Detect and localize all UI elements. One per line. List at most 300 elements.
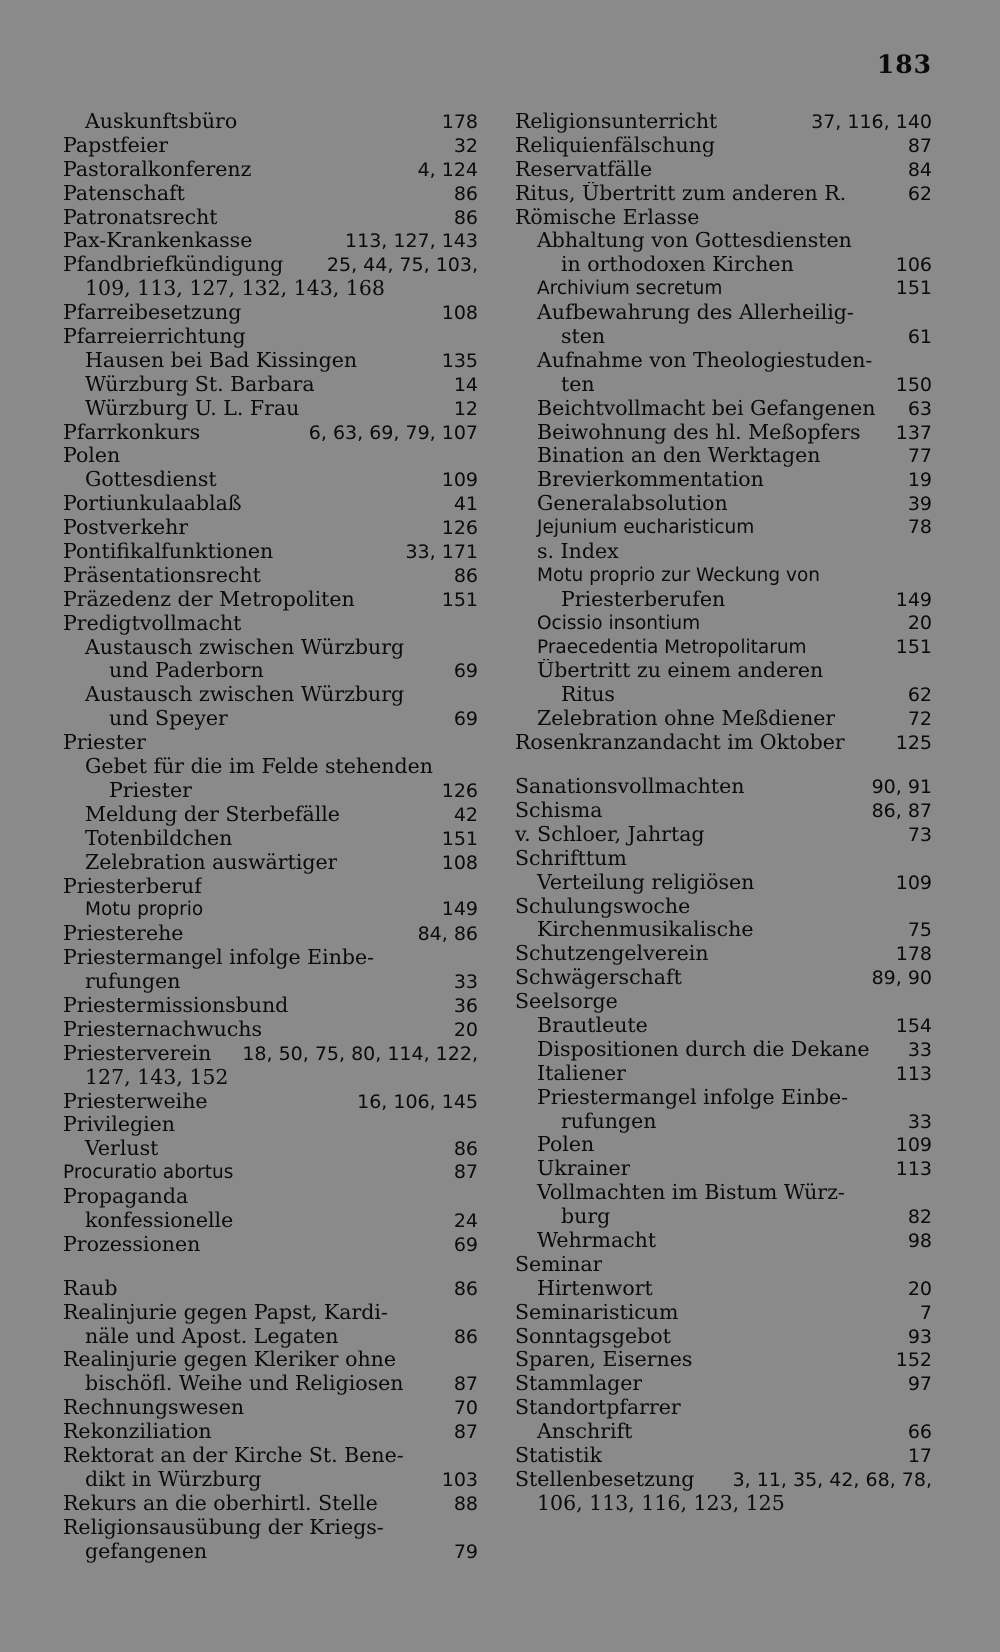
index-entry <box>63 1066 478 1090</box>
index-entry-pages: 33 <box>453 971 478 994</box>
index-entry <box>63 683 478 707</box>
index-entry-pages: 137 <box>895 421 932 444</box>
index-entry-term: Realinjurie gegen Papst, Kardi- <box>63 1300 388 1324</box>
index-entry <box>63 1540 478 1564</box>
index-entry-pages: 66 <box>907 1421 932 1444</box>
index-entry-term: Rektorat an der Kirche St. Bene- <box>63 1443 404 1467</box>
index-entry-term: Priesterberuf <box>63 874 202 898</box>
index-entry-term: Priesterberufen <box>561 587 726 611</box>
index-entry <box>63 827 478 851</box>
index-entry <box>515 775 932 799</box>
index-entry-term: Archivium secretum <box>537 278 723 300</box>
index-entry-pages: 61 <box>907 326 932 349</box>
index-entry-term: Brevierkommentation <box>537 468 764 492</box>
index-entry-term: Präzedenz der Metropoliten <box>63 587 355 611</box>
index-entry <box>63 349 478 373</box>
index-entry-term: dikt in Würzburg <box>85 1467 262 1491</box>
index-entry <box>63 612 478 636</box>
index-entry <box>515 1086 932 1110</box>
index-entry-pages: 109 <box>895 871 932 894</box>
index-entry <box>515 895 932 919</box>
index-entry-term: Polen <box>63 444 121 468</box>
index-entry-pages: 3, 11, 35, 42, 68, 78, <box>732 1468 932 1491</box>
index-entry-pages: 86 <box>453 1325 478 1348</box>
index-entry-pages: 86 <box>453 182 478 205</box>
index-entry <box>515 1277 932 1301</box>
index-entry-pages: 33 <box>907 1110 932 1133</box>
index-entry-term: und Speyer <box>109 707 228 731</box>
index-entry <box>63 421 478 445</box>
index-entry <box>515 731 932 755</box>
index-entry-term: Religionsausübung der Kriegs- <box>63 1515 384 1539</box>
index-entry <box>515 918 932 942</box>
index-entry-pages: 20 <box>907 611 932 634</box>
index-entry <box>515 683 932 707</box>
index-entry <box>515 1133 932 1157</box>
index-entry-term: Auskunftsbüro <box>85 110 238 133</box>
index-entry <box>63 134 478 158</box>
index-entry-pages: 42 <box>453 803 478 826</box>
index-entry-term: Würzburg St. Barbara <box>85 372 315 396</box>
index-entry-pages: 84 <box>907 158 932 181</box>
index-entry-pages: 113, 127, 143 <box>345 230 478 253</box>
index-entry <box>63 1516 478 1540</box>
index-entry-term: und Paderborn <box>109 659 264 683</box>
index-entry-term: Austausch zwischen Würzburg <box>85 635 405 659</box>
index-entry-term: Präsentationsrecht <box>63 563 261 587</box>
index-entry-term: Ukrainer <box>537 1157 631 1181</box>
index-entry-pages: 93 <box>907 1325 932 1348</box>
index-entry-pages: 62 <box>907 684 932 707</box>
index-entry <box>63 1042 478 1066</box>
index-entry-pages: 135 <box>441 349 478 372</box>
index-entry <box>63 516 478 540</box>
index-entry-term: 127, 143, 152 <box>85 1065 229 1089</box>
index-entry-term: Aufbewahrung des Allerheilig- <box>537 301 854 325</box>
index-entry-pages: 178 <box>895 943 932 966</box>
index-entry-term: Verlust <box>85 1137 159 1161</box>
index-entry-term: 109, 113, 127, 132, 143, 168 <box>85 277 385 301</box>
index-entry-pages: 103 <box>441 1468 478 1491</box>
index-entry <box>515 301 932 325</box>
index-entry <box>515 540 932 564</box>
index-entry <box>63 1396 478 1420</box>
index-entry-pages: 126 <box>441 779 478 802</box>
index-entry <box>63 373 478 397</box>
index-entry-term: s. Index <box>537 540 619 564</box>
index-entry <box>515 325 932 349</box>
index-entry <box>63 253 478 277</box>
index-entry-pages: 78 <box>907 516 932 539</box>
index-entry-term: Generalabsolution <box>537 492 728 516</box>
index-entry <box>63 444 478 468</box>
index-entry-term: Anschrift <box>537 1420 633 1444</box>
index-entry <box>63 229 478 253</box>
index-entry-pages: 18, 50, 75, 80, 114, 122, <box>242 1042 478 1065</box>
index-entry-term: Motu proprio <box>85 899 204 921</box>
index-entry-term: Wehrmacht <box>537 1228 657 1252</box>
index-entry <box>515 1181 932 1205</box>
index-entry-term: Römische Erlasse <box>515 205 700 229</box>
index-entry-term: Reservatfälle <box>515 157 653 181</box>
index-entry <box>63 301 478 325</box>
index-entry-term: burg <box>561 1205 611 1229</box>
index-entry-pages: 113 <box>895 1062 932 1085</box>
index-entry-term: Schwägerschaft <box>515 966 682 990</box>
index-entry <box>515 707 932 731</box>
index-entry-term: Prozessionen <box>63 1232 201 1256</box>
index-entry-pages: 84, 86 <box>417 923 478 946</box>
index-entry-pages: 17 <box>907 1444 932 1467</box>
index-column-right <box>515 110 932 1516</box>
index-entry-pages: 87 <box>453 1161 478 1184</box>
index-entry-pages: 62 <box>907 182 932 205</box>
index-entry <box>63 1277 478 1301</box>
index-entry-term: Motu proprio zur Weckung von <box>537 564 820 586</box>
index-entry-pages: 97 <box>907 1373 932 1396</box>
index-entry-term: Sonntagsgebot <box>515 1324 671 1348</box>
index-entry-term: Reliquienfälschung <box>515 133 715 157</box>
index-entry-term: Gebet für die im Felde stehenden <box>85 755 433 779</box>
index-entry <box>515 421 932 445</box>
index-entry-term: Aufnahme von Theologiestuden- <box>537 348 873 372</box>
index-entry-term: Pax-Krankenkasse <box>63 229 253 253</box>
index-entry-term: Priestermissionsbund <box>63 993 289 1017</box>
index-entry <box>515 1325 932 1349</box>
index-entry-term: näle und Apost. Legaten <box>85 1324 339 1348</box>
index-entry <box>63 875 478 899</box>
index-entry-term: Sanationsvollmachten <box>515 775 745 799</box>
index-entry-pages: 87 <box>907 134 932 157</box>
index-entry <box>63 206 478 230</box>
index-entry-pages: 108 <box>441 851 478 874</box>
index-entry <box>515 966 932 990</box>
index-entry <box>515 990 932 1014</box>
index-entry-term: rufungen <box>561 1109 657 1133</box>
index-entry <box>63 1372 478 1396</box>
index-entry-pages: 20 <box>453 1018 478 1041</box>
index-entry-term: Pfarreierrichtung <box>63 325 246 349</box>
index-entry <box>515 1372 932 1396</box>
index-entry-term: Standortpfarrer <box>515 1396 681 1420</box>
index-entry <box>515 206 932 230</box>
index-entry-term: Religionsunterricht <box>515 110 718 133</box>
index-entry-term: Papstfeier <box>63 133 169 157</box>
index-entry <box>515 397 932 421</box>
index-entry <box>515 636 932 660</box>
index-entry <box>63 659 478 683</box>
index-entry-term: Zelebration auswärtiger <box>85 850 338 874</box>
index-entry-term: ten <box>561 372 595 396</box>
index-entry-term: 106, 113, 116, 123, 125 <box>537 1491 785 1515</box>
index-entry-term: Totenbildchen <box>85 826 233 850</box>
index-entry <box>63 1137 478 1161</box>
index-entry-term: Schrifttum <box>515 846 627 870</box>
index-entry-pages: 69 <box>453 1233 478 1256</box>
index-entry <box>63 1468 478 1492</box>
index-entry <box>63 397 478 421</box>
index-entry-pages: 151 <box>895 277 932 300</box>
index-entry-term: Austausch zwischen Würzburg <box>85 683 405 707</box>
index-entry-pages: 149 <box>895 588 932 611</box>
index-entry <box>63 1018 478 1042</box>
index-entry-term: Rekonziliation <box>63 1420 212 1444</box>
index-entry-pages: 25, 44, 75, 103, <box>326 254 478 277</box>
index-entry-term: Postverkehr <box>63 516 189 540</box>
index-entry-pages: 89, 90 <box>871 967 932 990</box>
index-entry-pages: 77 <box>907 445 932 468</box>
index-entry-term: Polen <box>537 1133 595 1157</box>
index-entry-term: Priesterehe <box>63 922 184 946</box>
index-entry-pages: 149 <box>441 898 478 921</box>
index-entry-term: Schisma <box>515 798 603 822</box>
index-entry <box>63 922 478 946</box>
index-entry <box>63 851 478 875</box>
index-entry-term: Hausen bei Bad Kissingen <box>85 348 358 372</box>
index-entry <box>63 182 478 206</box>
index-entry-pages: 108 <box>441 302 478 325</box>
index-entry-pages: 87 <box>453 1421 478 1444</box>
index-entry-pages: 113 <box>895 1158 932 1181</box>
index-entry <box>515 847 932 871</box>
index-entry-pages: 19 <box>907 469 932 492</box>
index-entry-pages: 86 <box>453 564 478 587</box>
index-entry <box>63 1348 478 1372</box>
index-entry-term: Vollmachten im Bistum Würz- <box>537 1181 845 1205</box>
index-entry-pages: 12 <box>453 397 478 420</box>
index-entry-term: Priester <box>63 731 146 755</box>
index-entry <box>515 1444 932 1468</box>
index-entry-term: Übertritt zu einem anderen <box>537 659 824 683</box>
index-entry-term: Stellenbesetzung <box>515 1467 695 1491</box>
index-entry-term: Pfarreibesetzung <box>63 301 242 325</box>
index-entry-pages: 63 <box>907 397 932 420</box>
index-entry-term: Dispositionen durch die Dekane <box>537 1037 870 1061</box>
index-entry-pages: 151 <box>895 635 932 658</box>
index-entry-pages: 151 <box>441 827 478 850</box>
index-entry <box>515 1396 932 1420</box>
index-entry-term: sten <box>561 325 606 349</box>
index-entry <box>63 277 478 301</box>
index-entry <box>515 1205 932 1229</box>
index-entry-pages: 4, 124 <box>417 158 478 181</box>
index-entry-pages: 86, 87 <box>871 799 932 822</box>
index-entry <box>63 1301 478 1325</box>
index-entry <box>515 564 932 588</box>
index-entry <box>515 1492 932 1516</box>
index-entry-term: Statistik <box>515 1443 603 1467</box>
index-entry-term: Pontifikalfunktionen <box>63 540 274 564</box>
index-entry <box>515 823 932 847</box>
index-entry-pages: 154 <box>895 1014 932 1037</box>
index-entry-term: Rosenkranzandacht im Oktober <box>515 731 845 755</box>
index-entry-term: Patenschaft <box>63 181 185 205</box>
index-entry-term: Patronatsrecht <box>63 205 218 229</box>
index-entry-term: Priesterweihe <box>63 1089 208 1113</box>
index-entry <box>63 540 478 564</box>
index-entry-pages: 16, 106, 145 <box>357 1090 478 1113</box>
index-entry <box>515 612 932 636</box>
index-entry-pages: 98 <box>907 1229 932 1252</box>
index-entry-pages: 79 <box>453 1540 478 1563</box>
index-entry-pages: 82 <box>907 1206 932 1229</box>
index-entry <box>515 277 932 301</box>
index-entry <box>515 229 932 253</box>
section-gap <box>63 1257 478 1277</box>
index-entry <box>63 731 478 755</box>
index-entry-term: Beichtvollmacht bei Gefangenen <box>537 396 876 420</box>
index-entry-pages: 32 <box>453 134 478 157</box>
index-entry-pages: 37, 116, 140 <box>811 111 932 133</box>
index-entry <box>515 1253 932 1277</box>
index-entry-pages: 152 <box>895 1349 932 1372</box>
index-entry <box>63 707 478 731</box>
index-entry <box>515 373 932 397</box>
index-entry-term: Priestermangel infolge Einbe- <box>537 1085 849 1109</box>
index-entry-term: Brautleute <box>537 1013 648 1037</box>
index-entry-pages: 72 <box>907 708 932 731</box>
index-entry <box>515 1420 932 1444</box>
index-entry-pages: 150 <box>895 373 932 396</box>
index-entry <box>515 134 932 158</box>
index-entry-pages: 6, 63, 69, 79, 107 <box>308 421 478 444</box>
index-entry-term: bischöfl. Weihe und Religiosen <box>85 1372 404 1396</box>
index-entry-pages: 90, 91 <box>871 776 932 799</box>
index-entry-term: Propaganda <box>63 1185 189 1209</box>
index-entry-term: rufungen <box>85 970 181 994</box>
index-entry-term: Schutzengelverein <box>515 942 709 966</box>
index-entry-term: Rechnungswesen <box>63 1396 245 1420</box>
index-entry <box>63 636 478 660</box>
index-entry <box>63 1420 478 1444</box>
index-entry-pages: 87 <box>453 1373 478 1396</box>
index-entry <box>515 349 932 373</box>
index-entry-pages: 7 <box>919 1301 932 1324</box>
index-entry-pages: 86 <box>453 1138 478 1161</box>
index-entry-term: Seminar <box>515 1252 603 1276</box>
index-entry-pages: 151 <box>441 588 478 611</box>
index-entry <box>515 871 932 895</box>
index-entry <box>515 1014 932 1038</box>
index-entry-term: Priesterverein <box>63 1041 212 1065</box>
index-entry-pages: 14 <box>453 373 478 396</box>
index-entry-term: Ritus <box>561 683 615 707</box>
index-entry <box>63 468 478 492</box>
index-entry-pages: 88 <box>453 1492 478 1515</box>
index-entry <box>515 1062 932 1086</box>
index-entry-term: Portiunkulaablaß <box>63 492 242 516</box>
index-entry <box>515 588 932 612</box>
index-entry-term: Ocissio insontium <box>537 612 701 634</box>
index-entry-term: Kirchenmusikalische <box>537 918 754 942</box>
index-entry <box>63 492 478 516</box>
index-entry-term: Privilegien <box>63 1113 175 1137</box>
index-entry <box>63 158 478 182</box>
index-entry-pages: 106 <box>895 254 932 277</box>
index-entry-term: Meldung der Sterbefälle <box>85 802 340 826</box>
index-entry <box>515 942 932 966</box>
index-entry-term: Beiwohnung des hl. Meßopfers <box>537 420 861 444</box>
index-entry-term: konfessionelle <box>85 1208 234 1232</box>
index-entry-term: Pfarrkonkurs <box>63 420 201 444</box>
index-entry <box>515 253 932 277</box>
index-entry-term: Realinjurie gegen Kleriker ohne <box>63 1348 397 1372</box>
index-entry <box>63 1185 478 1209</box>
index-entry-pages: 20 <box>907 1277 932 1300</box>
index-entry-pages: 36 <box>453 994 478 1017</box>
index-entry <box>515 1348 932 1372</box>
index-entry-term: Stammlager <box>515 1372 643 1396</box>
index-entry-pages: 69 <box>453 660 478 683</box>
index-entry-pages: 86 <box>453 1277 478 1300</box>
index-entry-pages: 39 <box>907 493 932 516</box>
index-entry <box>515 1229 932 1253</box>
index-entry <box>515 659 932 683</box>
index-entry-term: Priester <box>109 778 192 802</box>
index-entry <box>63 1113 478 1137</box>
index-entry-pages: 69 <box>453 708 478 731</box>
index-entry-term: Rekurs an die oberhirtl. Stelle <box>63 1491 378 1515</box>
index-entry-term: Priestermangel infolge Einbe- <box>63 946 375 970</box>
index-entry-term: Pastoralkonferenz <box>63 157 252 181</box>
index-entry-term: Gottesdienst <box>85 468 217 492</box>
index-entry <box>515 1468 932 1492</box>
index-entry <box>515 444 932 468</box>
index-entry <box>515 1038 932 1062</box>
index-entry-pages: 70 <box>453 1397 478 1420</box>
index-entry-pages: 126 <box>441 517 478 540</box>
index-entry-pages: 41 <box>453 493 478 516</box>
index-entry-pages: 86 <box>453 206 478 229</box>
index-entry-term: Raub <box>63 1276 118 1300</box>
index-entry-pages: 75 <box>907 919 932 942</box>
index-entry <box>63 1492 478 1516</box>
index-entry-term: Sparen, Eisernes <box>515 1348 693 1372</box>
index-entry <box>63 1233 478 1257</box>
index-entry <box>515 110 932 134</box>
index-entry <box>63 946 478 970</box>
index-entry-term: Zelebration ohne Meßdiener <box>537 707 836 731</box>
index-entry-pages: 33 <box>907 1038 932 1061</box>
index-entry-term: Praecedentia Metropolitarum <box>537 636 807 658</box>
index-entry <box>63 1090 478 1114</box>
index-entry <box>515 468 932 492</box>
index-entry <box>63 970 478 994</box>
index-entry-term: Predigtvollmacht <box>63 611 242 635</box>
index-entry <box>63 1209 478 1233</box>
index-entry <box>515 516 932 540</box>
index-entry <box>515 158 932 182</box>
index-entry-term: Procuratio abortus <box>63 1162 234 1184</box>
index-entry <box>515 1110 932 1134</box>
index-entry-term: Pfandbriefkündigung <box>63 253 284 277</box>
index-entry-pages: 24 <box>453 1209 478 1232</box>
index-entry <box>63 898 478 922</box>
index-entry-pages: 109 <box>441 469 478 492</box>
index-entry-pages: 73 <box>907 823 932 846</box>
index-entry <box>63 564 478 588</box>
index-entry <box>63 1325 478 1349</box>
index-entry <box>63 110 478 134</box>
index-entry-term: Jejunium eucharisticum <box>537 517 755 539</box>
index-entry <box>63 588 478 612</box>
index-entry-term: Verteilung religiösen <box>537 870 755 894</box>
index-entry-term: Würzburg U. L. Frau <box>85 396 300 420</box>
index-column-left <box>63 110 478 1563</box>
index-entry-pages: 125 <box>895 732 932 755</box>
index-entry <box>63 1444 478 1468</box>
index-entry <box>63 1161 478 1185</box>
